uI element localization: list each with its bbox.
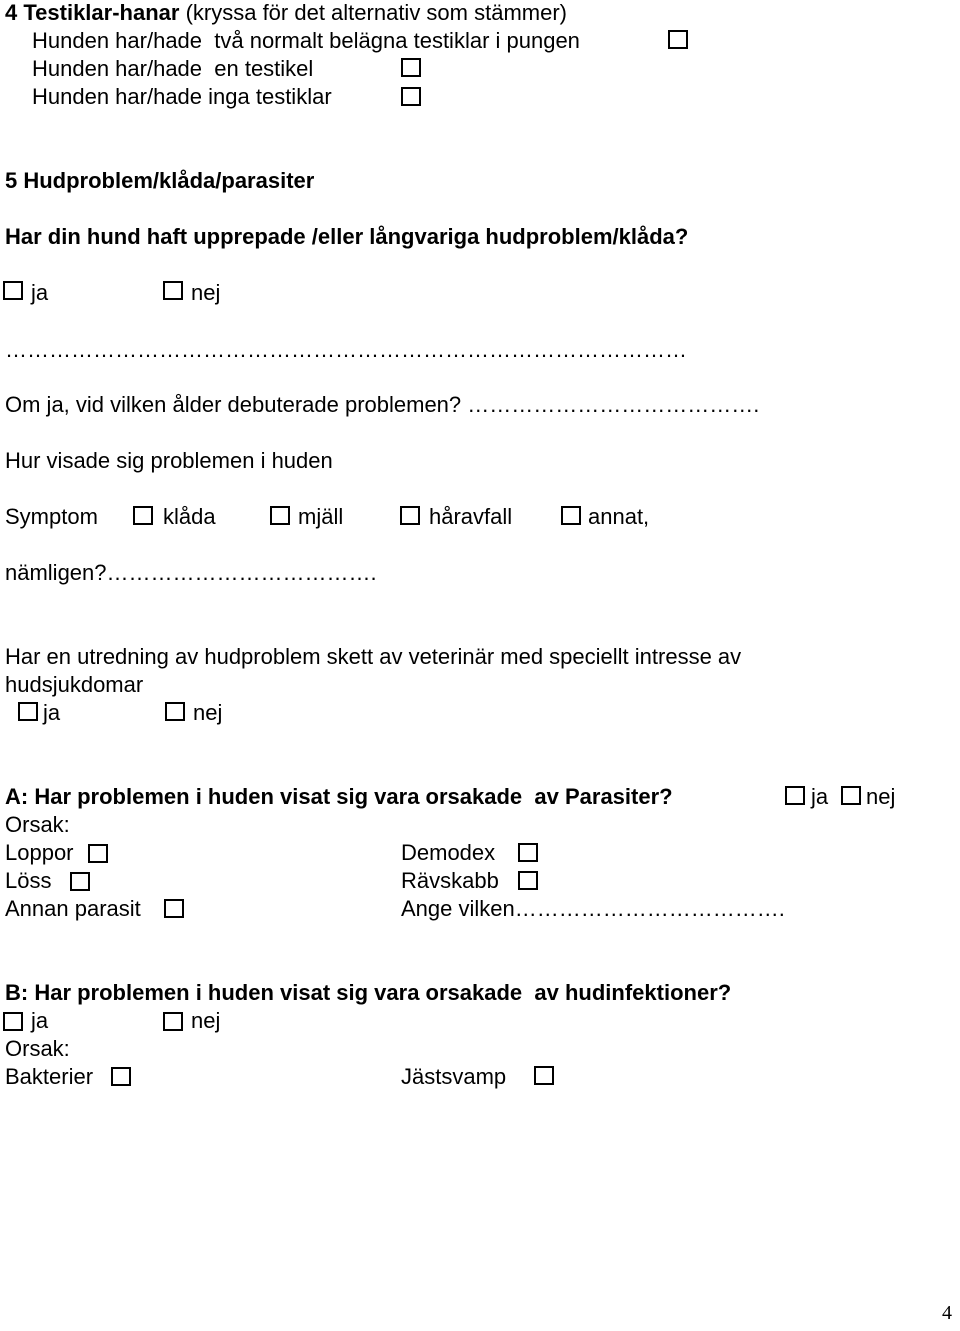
- checkbox-two-testicles[interactable]: [668, 30, 688, 49]
- checkbox-annan-parasit[interactable]: [164, 899, 184, 918]
- question-onset-age: [5, 392, 759, 418]
- ange-vilken-label: Ange vilken: [401, 896, 515, 921]
- ange-vilken-line: [401, 896, 785, 922]
- label-skin-ja: ja: [31, 280, 49, 305]
- question-parasites: A: Har problemen i huden visat sig vara orsakade av Parasiter?: [5, 784, 673, 809]
- namligen-line: [5, 560, 377, 586]
- label-parasites-ja: ja: [811, 784, 829, 809]
- checkbox-parasites-ja[interactable]: [785, 786, 805, 805]
- ange-vilken-dots: ……………………………….: [514, 896, 785, 921]
- cause-label-a: Orsak:: [5, 812, 70, 837]
- checkbox-ravskabb[interactable]: [518, 871, 538, 890]
- checkbox-infection-ja[interactable]: [3, 1012, 23, 1031]
- label-symptom-klada: klåda: [163, 504, 216, 529]
- checkbox-demodex[interactable]: [518, 843, 538, 862]
- checkbox-symptom-klada[interactable]: [133, 506, 153, 525]
- checkbox-infection-nej[interactable]: [163, 1012, 183, 1031]
- label-loss: Löss: [5, 868, 52, 893]
- checkbox-loss[interactable]: [70, 872, 90, 891]
- checkbox-parasites-nej[interactable]: [841, 786, 861, 805]
- question-skin-problems: Har din hund haft upprepade /eller långvariga hudproblem/klåda?: [5, 224, 689, 249]
- checkbox-jastsvamp[interactable]: [534, 1066, 554, 1085]
- testicle-option-none: Hunden har/hade inga testiklar: [32, 84, 332, 109]
- question-infections: B: Har problemen i huden visat sig vara orsakade av hudinfektioner?: [5, 980, 732, 1005]
- checkbox-loppor[interactable]: [88, 844, 108, 863]
- label-symptom-haravfall: håravfall: [429, 504, 513, 529]
- cause-label-b: Orsak:: [5, 1036, 70, 1061]
- label-parasites-nej: nej: [866, 784, 896, 809]
- label-symptom-annat: annat,: [588, 504, 650, 529]
- checkbox-vet-ja[interactable]: [18, 702, 38, 721]
- namligen-label: nämligen?: [5, 560, 107, 585]
- section-4-hint: (kryssa för det alternativ som stämmer): [179, 0, 567, 25]
- checkbox-vet-nej[interactable]: [165, 702, 185, 721]
- section-5-title: 5 Hudproblem/klåda/parasiter: [5, 168, 315, 193]
- checkbox-symptom-annat[interactable]: [561, 506, 581, 525]
- namligen-dots: ……………………………….: [106, 560, 377, 585]
- checkbox-symptom-haravfall[interactable]: [400, 506, 420, 525]
- label-loppor: Loppor: [5, 840, 74, 865]
- checkbox-no-testicles[interactable]: [401, 87, 421, 106]
- label-annan-parasit: Annan parasit: [5, 896, 141, 921]
- testicle-option-two: Hunden har/hade två normalt belägna testiklar i pungen: [32, 28, 580, 53]
- onset-age-label: Om ja, vid vilken ålder debuterade problemen?: [5, 392, 462, 417]
- onset-age-dots: ………………………………….: [461, 392, 760, 417]
- label-vet-nej: nej: [193, 700, 223, 725]
- checkbox-bakterier[interactable]: [111, 1067, 131, 1086]
- label-jastsvamp: Jästsvamp: [401, 1064, 507, 1089]
- label-infection-ja: ja: [31, 1008, 49, 1033]
- checkbox-skin-ja[interactable]: [3, 281, 23, 300]
- checkbox-symptom-mjall[interactable]: [270, 506, 290, 525]
- label-infection-nej: nej: [191, 1008, 221, 1033]
- testicle-option-one: Hunden har/hade en testikel: [32, 56, 314, 81]
- page-number: 4: [942, 1302, 952, 1324]
- question-vet-line1: Har en utredning av hudproblem skett av veterinär med speciellt intresse av: [5, 644, 742, 669]
- label-skin-nej: nej: [191, 280, 221, 305]
- question-how-shown: Hur visade sig problemen i huden: [5, 448, 333, 473]
- section-4-title: 4 Testiklar-hanar: [5, 0, 180, 25]
- question-vet-line2: hudsjukdomar: [5, 672, 144, 697]
- checkbox-skin-nej[interactable]: [163, 281, 183, 300]
- label-demodex: Demodex: [401, 840, 496, 865]
- label-bakterier: Bakterier: [5, 1064, 94, 1089]
- symptom-label: Symptom: [5, 504, 98, 529]
- answer-dotted-line: …………………………………………………………………………………: [5, 337, 687, 362]
- label-ravskabb: Rävskabb: [401, 868, 499, 893]
- checkbox-one-testicle[interactable]: [401, 58, 421, 77]
- label-symptom-mjall: mjäll: [298, 504, 344, 529]
- label-vet-ja: ja: [43, 700, 61, 725]
- section-4-heading: [5, 0, 567, 26]
